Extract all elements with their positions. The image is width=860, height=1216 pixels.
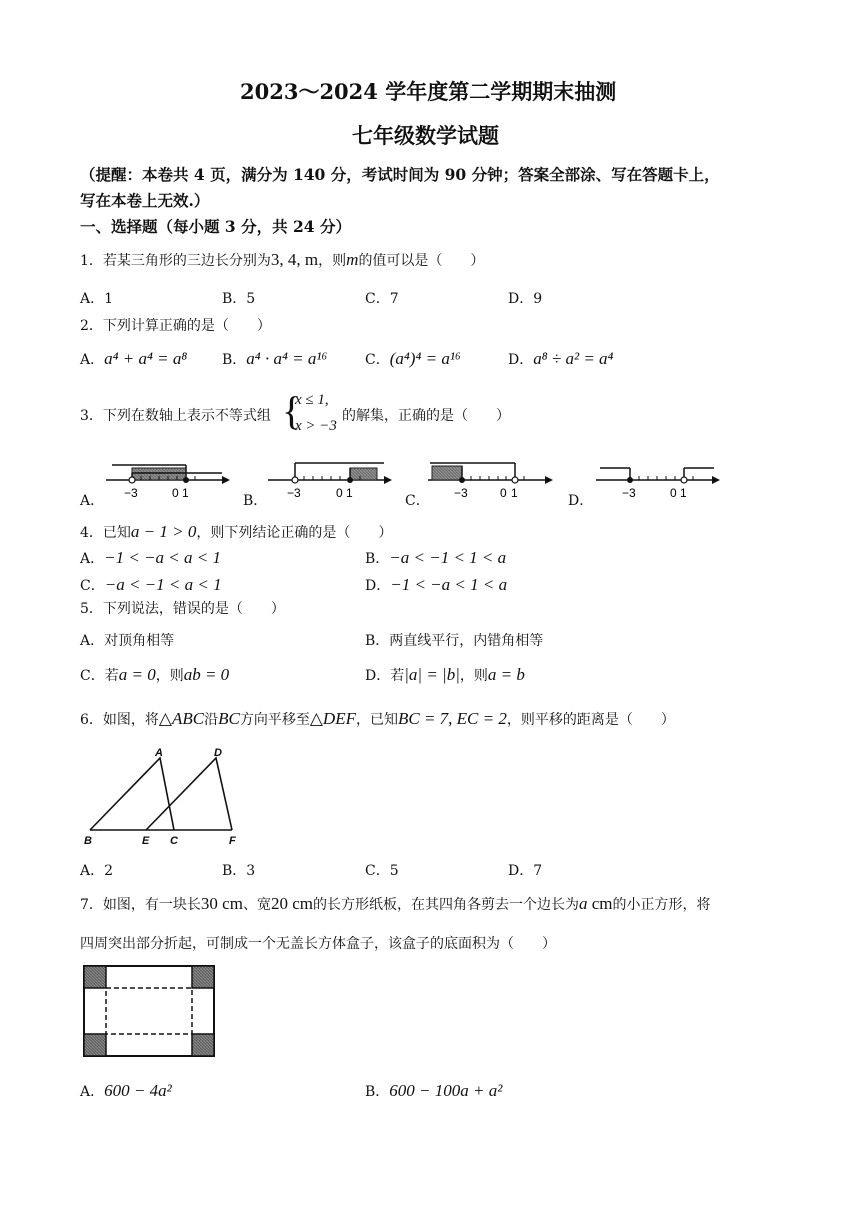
tick-label: 1 bbox=[182, 486, 189, 500]
option-formula: |a| = |b| bbox=[404, 665, 460, 684]
option-label: A． bbox=[80, 1084, 105, 1100]
q3-stem-post: 的解集，正确的是（ ） bbox=[342, 408, 510, 424]
q7-math: cm bbox=[587, 894, 613, 913]
option-text: 2 bbox=[104, 863, 114, 879]
option-text: ，则 bbox=[459, 668, 488, 684]
exam-subtitle: 七年级数学试题 bbox=[352, 123, 499, 148]
option-label: A． bbox=[80, 352, 105, 368]
figure-label-d: D bbox=[214, 747, 222, 759]
question-1-stem bbox=[80, 250, 484, 270]
tick-label: 1 bbox=[511, 486, 518, 500]
q7-math: 30 cm bbox=[200, 894, 243, 913]
question-2-stem: 2．下列计算正确的是（ ） bbox=[80, 318, 271, 334]
tick-label: −3 bbox=[622, 486, 636, 500]
q1-stem-var: m bbox=[346, 250, 359, 269]
q3-option-c[interactable]: C． bbox=[405, 493, 430, 509]
q3-option-d[interactable]: D． bbox=[568, 493, 594, 509]
tick-label: 0 bbox=[500, 486, 507, 500]
q3-number-line-figures bbox=[0, 455, 860, 510]
option-formula: a = b bbox=[487, 665, 525, 684]
option-label: D． bbox=[508, 863, 534, 879]
option-text: 5 bbox=[246, 291, 256, 307]
option-text: 若 bbox=[390, 668, 405, 684]
option-text: ，则 bbox=[155, 668, 184, 684]
q6-triangles-figure bbox=[78, 746, 248, 850]
q7-math: a bbox=[578, 894, 588, 913]
option-formula: −1 < −a < a < 1 bbox=[104, 548, 221, 567]
option-label: A． bbox=[80, 551, 105, 567]
tick-label: −3 bbox=[287, 486, 301, 500]
option-text: 对顶角相等 bbox=[104, 633, 175, 649]
q2-option-d[interactable] bbox=[508, 349, 613, 369]
q4-stem-pre: 4．已知 bbox=[80, 525, 131, 541]
exam-title: 2023～2024 学年度第二学期期末抽测 bbox=[240, 79, 617, 104]
tick-label: −3 bbox=[124, 486, 138, 500]
tick-label: −3 bbox=[454, 486, 468, 500]
q7-text: 7．如图，有一块长 bbox=[80, 897, 201, 913]
figure-label-e: E bbox=[142, 835, 150, 847]
figure-label-b: B bbox=[84, 835, 92, 847]
tick-label: 0 bbox=[670, 486, 677, 500]
option-formula: a = 0 bbox=[118, 665, 156, 684]
tick-label: 1 bbox=[680, 486, 687, 500]
q5-option-c[interactable] bbox=[80, 665, 229, 685]
option-label: C． bbox=[80, 668, 105, 684]
figure-label-f: F bbox=[229, 835, 236, 847]
option-text: 3 bbox=[246, 863, 256, 879]
option-label: A． bbox=[80, 291, 105, 307]
section-heading: 一、选择题（每小题 3 分，共 24 分） bbox=[80, 217, 351, 236]
q6-math: BC = 7, EC = 2 bbox=[397, 709, 507, 728]
exam-notice-line2: 写在本卷上无效.） bbox=[80, 191, 210, 210]
q1-stem-post: 的值可以是（ ） bbox=[358, 253, 485, 269]
q6-text: 6．如图，将 bbox=[80, 712, 159, 728]
q6-option-b[interactable] bbox=[222, 860, 255, 880]
option-text: 5 bbox=[389, 863, 399, 879]
q6-text: 方向平移至 bbox=[239, 712, 310, 728]
option-label: B． bbox=[365, 633, 390, 649]
q6-option-c[interactable] bbox=[365, 860, 399, 880]
option-label: C． bbox=[365, 291, 390, 307]
q6-math: BC bbox=[218, 709, 240, 728]
q3-stem-pre: 3．下列在数轴上表示不等式组 bbox=[80, 408, 271, 424]
tick-label: 1 bbox=[346, 486, 353, 500]
q1-stem-pre: 1．若某三角形的三边长分别为 bbox=[80, 253, 271, 269]
question-7-stem-line2: 四周突出部分折起，可制成一个无盖长方体盒子，该盒子的底面积为（ ） bbox=[80, 936, 556, 952]
tick-label: 0 bbox=[336, 486, 343, 500]
q3-inequality-2: x > −3 bbox=[295, 418, 337, 434]
option-formula: (a⁴)⁴ = a¹⁶ bbox=[389, 349, 461, 368]
q1-stem-math: 3, 4, m bbox=[270, 250, 319, 269]
q7-text: 的小正方形，将 bbox=[612, 897, 711, 913]
option-label: B． bbox=[365, 551, 390, 567]
q2-option-b[interactable] bbox=[222, 349, 327, 369]
q1-stem-mid: ，则 bbox=[318, 253, 347, 269]
tick-label: 0 bbox=[172, 486, 179, 500]
q6-text: ，则平移的距离是（ ） bbox=[506, 712, 675, 728]
q4-option-a[interactable] bbox=[80, 548, 221, 568]
q6-text: 沿 bbox=[204, 712, 219, 728]
option-label: C． bbox=[80, 578, 105, 594]
q6-option-d[interactable] bbox=[508, 860, 542, 880]
q4-stem-post: ，则下列结论正确的是（ ） bbox=[196, 525, 393, 541]
option-text: 若 bbox=[104, 668, 119, 684]
option-label: B． bbox=[222, 291, 247, 307]
q7-option-a[interactable] bbox=[80, 1081, 172, 1101]
q7-text: 的长方形纸板，在其四角各剪去一个边长为 bbox=[312, 897, 579, 913]
option-text: 1 bbox=[104, 291, 114, 307]
question-6-stem bbox=[80, 709, 675, 729]
q7-text: 、宽 bbox=[242, 897, 271, 913]
q7-cardboard-figure bbox=[80, 962, 220, 1060]
option-label: B． bbox=[222, 863, 247, 879]
option-formula: ab = 0 bbox=[183, 665, 230, 684]
option-label: B． bbox=[365, 1084, 390, 1100]
q1-option-a[interactable] bbox=[80, 288, 113, 308]
option-text: 两直线平行，内错角相等 bbox=[389, 633, 544, 649]
option-label: D． bbox=[508, 352, 534, 368]
option-label: D． bbox=[365, 578, 391, 594]
q3-figure-a bbox=[106, 465, 230, 500]
q4-stem-math: a − 1 > 0 bbox=[130, 522, 197, 541]
option-label: A． bbox=[80, 863, 105, 879]
option-text: 7 bbox=[389, 291, 399, 307]
q5-option-d[interactable] bbox=[365, 665, 525, 685]
q3-inequality-1: x ≤ 1, bbox=[295, 392, 329, 408]
option-label: B． bbox=[222, 352, 247, 368]
q5-option-b[interactable] bbox=[365, 630, 543, 650]
option-formula: −1 < −a < 1 < a bbox=[390, 575, 508, 594]
q1-option-b[interactable] bbox=[222, 288, 255, 308]
option-formula: a⁸ ÷ a² = a⁴ bbox=[533, 349, 614, 368]
option-formula: −a < −1 < a < 1 bbox=[104, 575, 222, 594]
option-label: C． bbox=[365, 352, 390, 368]
figure-label-c: C bbox=[170, 835, 178, 847]
question-4-stem bbox=[80, 522, 392, 542]
option-label: A． bbox=[80, 633, 105, 649]
question-7-stem-line1 bbox=[80, 894, 711, 914]
q6-text: ，已知 bbox=[355, 712, 398, 728]
option-formula: 600 − 4a² bbox=[104, 1081, 172, 1100]
q2-option-c[interactable] bbox=[365, 349, 461, 369]
option-label: C． bbox=[365, 863, 390, 879]
option-label: D． bbox=[508, 291, 534, 307]
option-label: D． bbox=[365, 668, 391, 684]
option-formula: 600 − 100a + a² bbox=[389, 1081, 503, 1100]
q6-option-a[interactable] bbox=[80, 860, 113, 880]
option-formula: −a < −1 < 1 < a bbox=[389, 548, 507, 567]
option-formula: a⁴ · a⁴ = a¹⁶ bbox=[246, 349, 328, 368]
question-5-stem: 5．下列说法，错误的是（ ） bbox=[80, 601, 285, 617]
q1-option-c[interactable] bbox=[365, 288, 399, 308]
q7-option-b[interactable] bbox=[365, 1081, 502, 1101]
option-text: 9 bbox=[533, 291, 543, 307]
exam-notice-line1: （提醒：本卷共 4 页，满分为 140 分，考试时间为 90 分钟；答案全部涂、写在答题卡上， bbox=[80, 165, 720, 184]
q3-brace: { bbox=[282, 388, 302, 433]
q3-figure-c bbox=[428, 463, 553, 500]
q7-math: 20 cm bbox=[270, 894, 313, 913]
q3-option-b[interactable]: B． bbox=[243, 493, 268, 509]
q6-math: △ABC bbox=[158, 709, 205, 728]
q3-figure-b bbox=[268, 463, 392, 500]
q4-option-c[interactable] bbox=[80, 575, 222, 595]
q4-option-b[interactable] bbox=[365, 548, 506, 568]
q5-option-a[interactable] bbox=[80, 630, 174, 650]
option-formula: a⁴ + a⁴ = a⁸ bbox=[104, 349, 188, 368]
figure-label-a: A bbox=[155, 747, 163, 759]
q3-figure-d bbox=[596, 468, 720, 500]
q4-option-d[interactable] bbox=[365, 575, 507, 595]
q3-option-a[interactable]: A． bbox=[80, 493, 105, 509]
q1-option-d[interactable] bbox=[508, 288, 542, 308]
option-text: 7 bbox=[533, 863, 543, 879]
q6-math: △DEF bbox=[309, 709, 356, 728]
q2-option-a[interactable] bbox=[80, 349, 187, 369]
